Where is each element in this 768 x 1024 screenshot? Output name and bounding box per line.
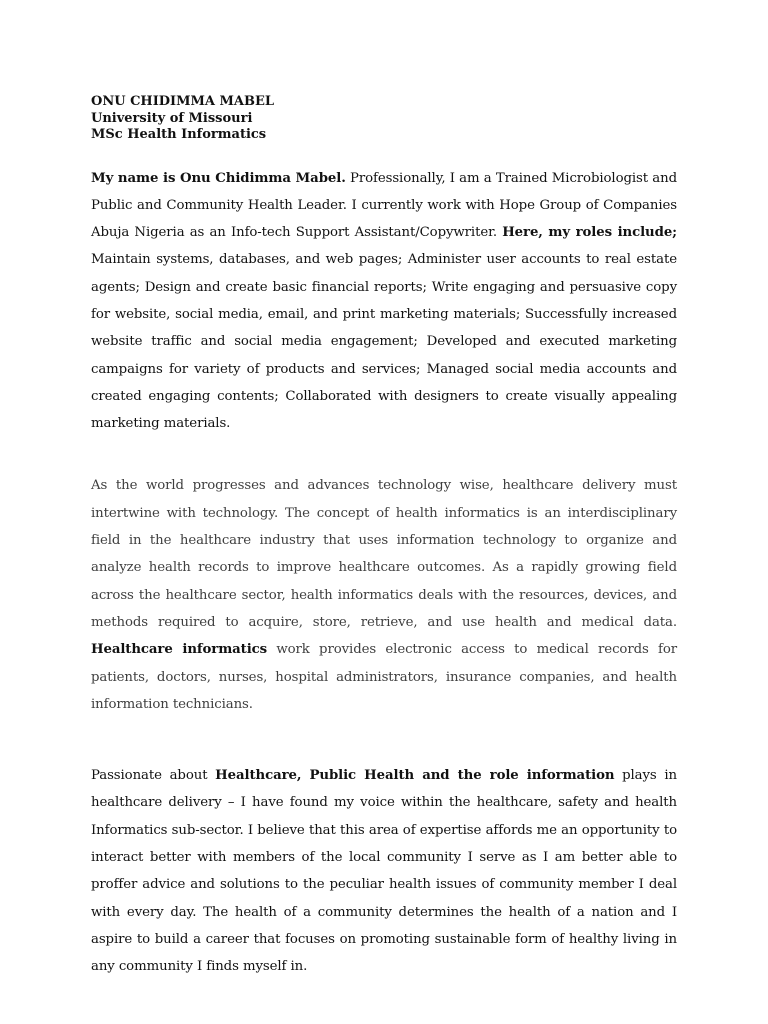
informatics-bold: Healthcare informatics [91, 642, 268, 658]
intro-bold: My name is Onu Chidimma Mabel. [91, 170, 346, 186]
passion-text-end: plays in healthcare delivery – I have found my voice within the healthcare, safety and health Informatics sub-sector. I believe that this area of expertise affords me an opportunity to interact better with members of the local community I serve as I am better able to proffer advice and solutions to the peculiar health issues of community member I deal with every day. The health of a community determines the health of a nation and I aspire to build a career that focuses on promoting sustainable form of healthy living in any community I finds myself in. [91, 768, 677, 975]
paragraph-introduction [91, 165, 677, 438]
informatics-text-end: work provides electronic access to medical records for patients, doctors, nurses, hospital administrators, insurance companies, and health information technicians. [91, 642, 677, 712]
passion-text: Passionate about [91, 768, 216, 784]
paragraph-health-informatics [91, 472, 677, 718]
document-page [91, 94, 677, 981]
informatics-text: As the world progresses and advances technology wise, healthcare delivery must intertwine with technology. The concept of health informatics is an interdisciplinary field in the healthcare industry that uses information technology to organize and analyze health records to improve healthcare outcomes. As a rapidly growing field across the healthcare sector, health informatics deals with the resources, devices, and methods required to acquire, store, retrieve, and use health and medical data. [91, 478, 677, 630]
document-header [91, 94, 677, 144]
roles-bold: Here, my roles include; [502, 225, 677, 241]
passion-bold: Healthcare, Public Health and the role information [215, 768, 615, 784]
paragraph-passion [91, 762, 677, 980]
intro-text: Professionally, I am a Trained Microbiologist and Public and Community Health Leader. I currently work with Hope Group of Companies Abuja Nigeria as an Info-tech Support Assistant/Copywriter. [91, 170, 677, 241]
roles-text: Maintain systems, databases, and web pages; Administer user accounts to real estate agents; Design and create basic financial reports; Write engaging and persuasive copy for website, social media, email, and print marketing materials; Successfully increased website traffic and social media engagement; Developed and executed marketing campaigns for variety of products and services; Managed social media accounts and created engaging contents; Collaborated with designers to create visually appealing marketing materials. [91, 252, 677, 432]
university-name: University of Missouri [91, 110, 253, 126]
author-name: ONU CHIDIMMA MABEL [91, 94, 275, 109]
program-name: MSc Health Informatics [91, 127, 267, 142]
